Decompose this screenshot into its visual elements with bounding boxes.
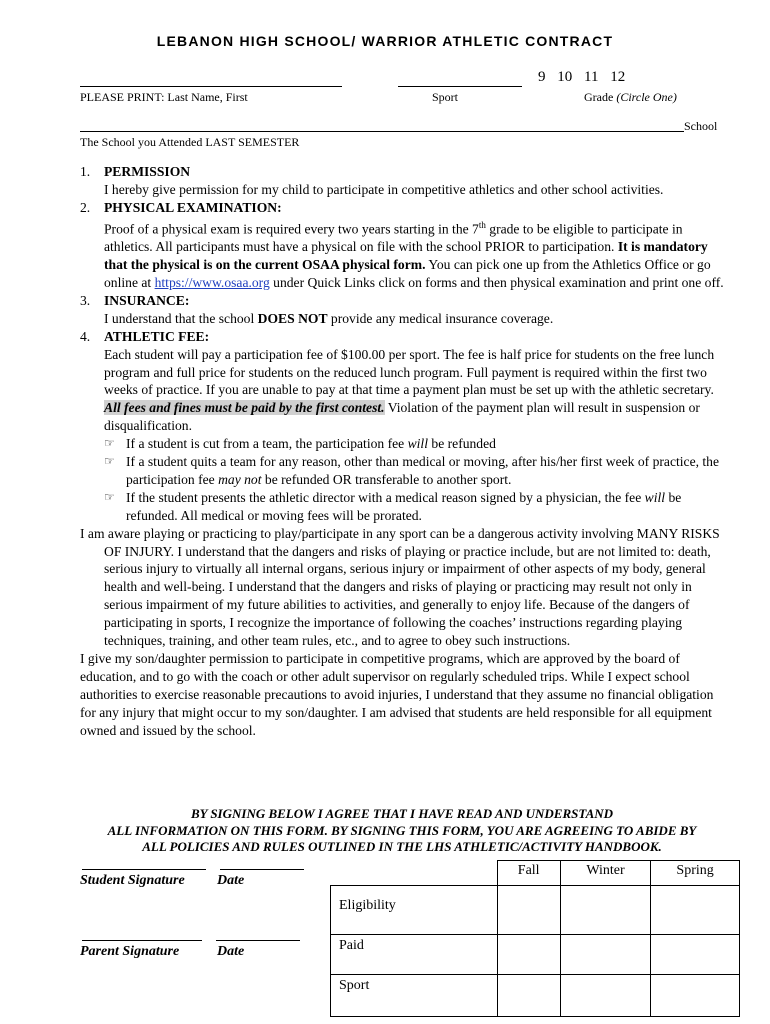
- column-header: Spring: [651, 861, 740, 886]
- bullet-text: If a student quits a team for any reason, other than medical or moving, after his/her first week of practice, the participation fee: [126, 454, 720, 487]
- table-cell[interactable]: [651, 935, 740, 975]
- bullet-text: be refunded: [428, 436, 496, 452]
- school-field[interactable]: [80, 131, 684, 132]
- section-fee: [80, 328, 726, 435]
- bullet-text: If the student presents the athletic director with a medical reason signed by a physician, the fee: [126, 489, 645, 505]
- section-number: 3.: [80, 292, 91, 308]
- section-heading: ATHLETIC FEE:: [104, 328, 210, 344]
- table-row: [331, 935, 740, 975]
- section-text: grade to be eligible to participate in athletics. All participants must have a physical on file with the school PRIOR to participation.: [104, 221, 683, 255]
- eligibility-table: [330, 860, 740, 1017]
- osaa-link[interactable]: https://www.osaa.org: [154, 274, 270, 290]
- agreement-statement: [70, 806, 734, 856]
- table-cell[interactable]: [560, 935, 650, 975]
- grade-label-text: Grade: [584, 90, 614, 104]
- risk-paragraph: I am aware playing or practicing to play/participate in any sport can be a dangerous activity involving MANY RISKS OF INJURY. I understand that the dangers and risks of playing or practice include, but are not limited to: death, serious injury to virtually all internal organs, serious injury or impairment of other aspects of my body, general health and well-being. I understand that the dangers and risks of playing or practicing may result not only in serious impairment of my future abilities to activities, and generally to enjoy life. Because of the dangers of participating in sports, I recognize the importance of following the coaches’ instructions regarding playing techniques, training, and other team rules, etc., and to agree to obey such instructions.: [80, 525, 720, 649]
- section-text: You can pick one up from the Athletics Office or go online at: [104, 257, 711, 290]
- row-label: Sport: [331, 975, 498, 1017]
- fee-bullet: [80, 435, 726, 453]
- section-heading: INSURANCE:: [104, 292, 190, 308]
- agreement-line: ALL POLICIES AND RULES OUTLINED IN THE LHS ATHLETIC/ACTIVITY HANDBOOK.: [142, 839, 662, 854]
- table-cell[interactable]: [651, 975, 740, 1017]
- page-title: LEBANON HIGH SCHOOL/ WARRIOR ATHLETIC CONTRACT: [156, 33, 614, 49]
- table-row: [331, 886, 740, 935]
- pointing-hand-icon: ☞: [104, 436, 115, 451]
- student-date-line[interactable]: [220, 869, 304, 870]
- school-suffix: School: [684, 119, 718, 133]
- section-text: provide any medical insurance coverage.: [327, 310, 554, 326]
- parent-date-line[interactable]: [216, 940, 300, 941]
- name-field[interactable]: [80, 86, 342, 87]
- agreement-line: ALL INFORMATION ON THIS FORM. BY SIGNING THIS FORM, YOU ARE AGREEING TO ABIDE BY: [107, 822, 697, 838]
- student-date-label: Date: [217, 873, 245, 888]
- table-corner: [331, 861, 498, 886]
- section-physical: [80, 199, 726, 292]
- table-cell[interactable]: [497, 975, 560, 1017]
- table-cell[interactable]: [560, 975, 650, 1017]
- section-text: under Quick Links click on forms and then physical examination and print one off.: [269, 274, 724, 290]
- bullet-text: be refunded. All medical or moving fees will be prorated.: [126, 489, 682, 523]
- school-label: The School you Attended LAST SEMESTER: [80, 135, 300, 149]
- parent-signature-label: Parent Signature: [80, 944, 180, 959]
- column-header: Winter: [560, 861, 650, 886]
- section-number: 4.: [80, 328, 91, 344]
- name-label: PLEASE PRINT: Last Name, First: [80, 90, 248, 104]
- row-label: Paid: [331, 935, 498, 975]
- bullet-emphasis: may not: [218, 471, 262, 487]
- contract-body: [80, 163, 726, 740]
- superscript: th: [478, 219, 486, 230]
- section-heading: PHYSICAL EXAMINATION:: [104, 199, 282, 215]
- grade-label: [584, 90, 677, 105]
- fee-bullet: [80, 453, 726, 489]
- section-text: I understand that the school: [104, 310, 258, 326]
- section-text: Violation of the payment plan will result in suspension or disqualification.: [104, 400, 700, 434]
- section-text: Each student will pay a participation fee of $100.00 per sport. The fee is half price for students on the free lunch program and full price for students on the reduced lunch program. Full payment is required within the first two weeks of practice. If you are unable to pay at that time a payment plan must be set up with the athletic secretary.: [104, 346, 715, 398]
- table-cell[interactable]: [651, 886, 740, 935]
- section-text: I hereby give permission for my child to participate in competitive athletics and other school activities.: [104, 181, 664, 197]
- fee-bullet: [80, 489, 726, 525]
- student-signature-line[interactable]: [82, 869, 206, 870]
- bullet-text: If a student is cut from a team, the participation fee: [126, 436, 408, 452]
- row-label: Eligibility: [331, 886, 498, 935]
- physical-requirement: It is mandatory that the physical is on the current OSAA physical form.: [104, 239, 708, 273]
- column-header: Fall: [497, 861, 560, 886]
- fees-highlight: All fees and fines must be paid by the first contest.: [104, 400, 385, 416]
- table-row: [331, 975, 740, 1017]
- grade-options[interactable]: 9 10 11 12: [538, 69, 626, 85]
- pointing-hand-icon: ☞: [104, 454, 115, 469]
- sport-label: Sport: [432, 90, 459, 104]
- parent-signature-line[interactable]: [82, 940, 202, 941]
- section-number: 2.: [80, 199, 91, 215]
- section-permission: [80, 163, 726, 199]
- student-signature-label: Student Signature: [80, 873, 185, 888]
- bullet-emphasis: will: [644, 489, 666, 505]
- table-cell[interactable]: [497, 886, 560, 935]
- section-number: 1.: [80, 164, 91, 179]
- grade-hint: (Circle One): [616, 90, 677, 104]
- section-text: Proof of a physical exam is required every two years starting in the 7: [104, 221, 479, 237]
- consent-paragraph: I give my son/daughter permission to participate in competitive programs, which are approved by the board of education, and to go with the coach or other adult supervisor on regularly scheduled trips. While I expect school authorities to exercise reasonable precautions to avoid injuries, I understand that they assume no financial obligation for any injury that might occur to my son/daughter. I am advised that students are held responsible for all equipment owned and issued by the school.: [80, 651, 714, 738]
- insurance-emphasis: DOES NOT: [257, 310, 328, 326]
- sport-field[interactable]: [398, 86, 522, 87]
- pointing-hand-icon: ☞: [104, 489, 115, 504]
- bullet-emphasis: will: [407, 436, 428, 452]
- section-insurance: [80, 292, 726, 328]
- bullet-text: be refunded OR transferable to another sport.: [261, 471, 512, 487]
- section-heading: PERMISSION: [104, 164, 191, 179]
- parent-date-label: Date: [217, 944, 245, 959]
- table-cell[interactable]: [560, 886, 650, 935]
- agreement-line: BY SIGNING BELOW I AGREE THAT I HAVE READ AND UNDERSTAND: [190, 806, 614, 821]
- table-cell[interactable]: [497, 935, 560, 975]
- table-header-row: [331, 861, 740, 886]
